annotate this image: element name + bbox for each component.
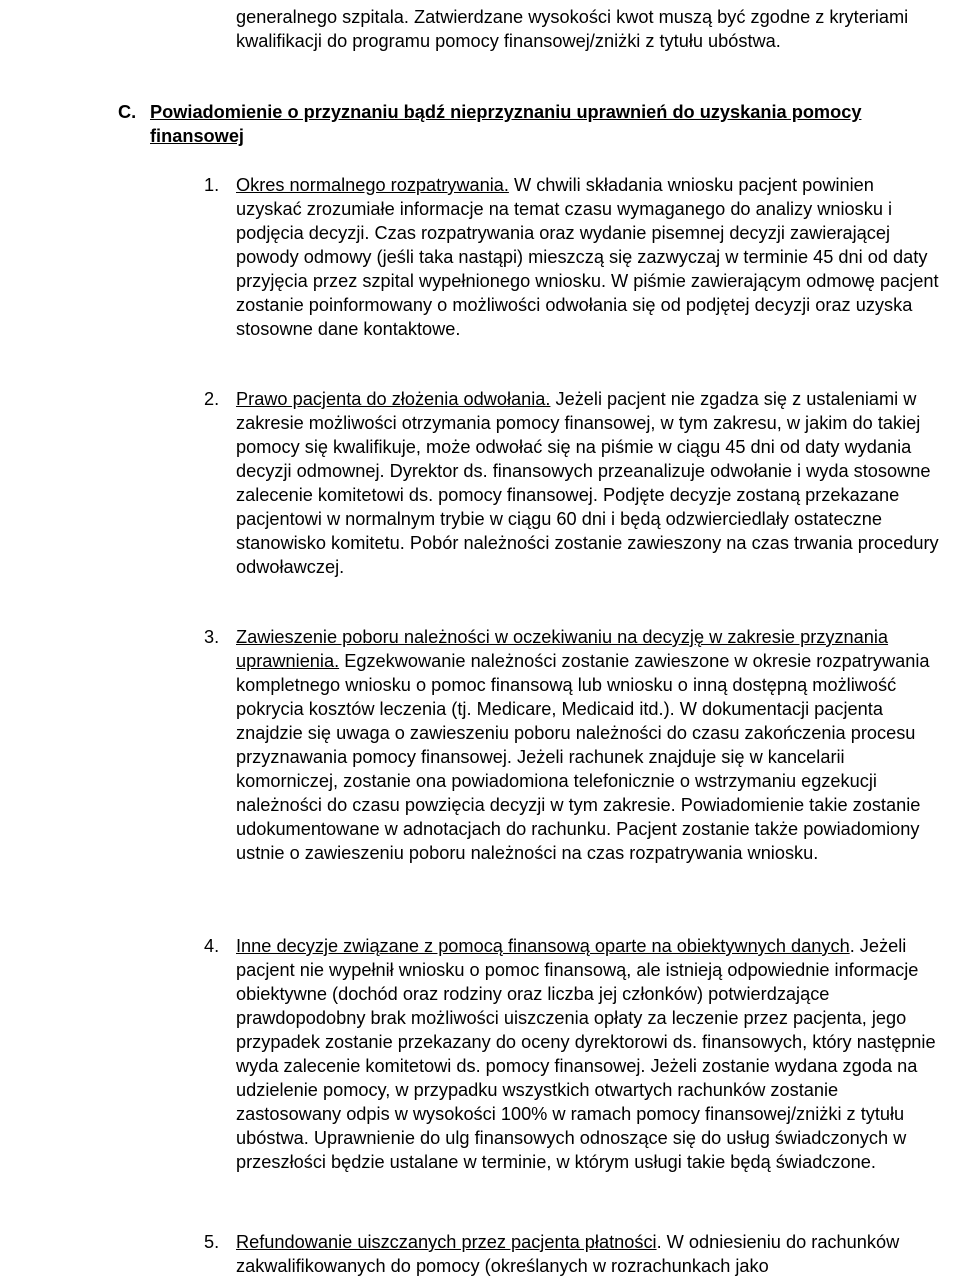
intro-paragraph (236, 5, 936, 53)
list-item-4 (204, 934, 942, 1174)
intro-text: generalnego szpitala. Zatwierdzane wysokości kwot muszą być zgodne z kryteriami kwalifikacji do programu pomocy finansowej/zniżki z tytułu ubóstwa. (236, 7, 909, 51)
item-number: 3. (204, 627, 220, 647)
item-body: . Jeżeli pacjent nie wypełnił wniosku o pomoc finansową, ale istnieją odpowiednie informacje obiektywne (dochód oraz rodziny oraz liczba jej członków) potwierdzające prawdopodobny brak możliwości uiszczenia opłaty za leczenie przez pacjenta, jego przypadek zostanie przekazany do oceny dyrektorowi ds. finansowych, który następnie wyda zalecenie komitetowi ds. pomocy finansowej. Jeżeli zostanie wydana zgoda na udzielenie pomocy, w przypadku wszystkich otwartych rachunków zostanie zastosowany odpis w wysokości 100% w ramach pomocy finansowej/zniżki z tytułu ubóstwa. Uprawnienie do ulg finansowych odnoszące się do usług świadczonych w przeszłości będzie ustalane w terminie, w którym usługi takie będą świadczone. (236, 936, 936, 1172)
item-heading: Prawo pacjenta do złożenia odwołania. (236, 389, 551, 409)
item-heading: Inne decyzje związane z pomocą finansową oparte na obiektywnych danych (236, 936, 850, 956)
item-body: W chwili składania wniosku pacjent powinien uzyskać zrozumiałe informacje na temat czasu wymaganego do analizy wniosku i podjęcia decyzji. Czas rozpatrywania oraz wydanie pisemnej decyzji zawierającej powody odmowy (jeśli taka nastąpi) mieszczą się zazwyczaj w terminie 45 dni od daty przyjęcia przez szpital wypełnionego wniosku. W piśmie zawierającym odmowę pacjent zostanie poinformowany o możliwości odwołania się od podjętej decyzji oraz uzyska stosowne dane kontaktowe. (236, 175, 939, 339)
item-heading: Refundowanie uiszczanych przez pacjenta płatności (236, 1232, 657, 1252)
list-item-2 (204, 387, 942, 579)
item-number: 2. (204, 389, 220, 409)
item-heading: Okres normalnego rozpatrywania. (236, 175, 509, 195)
item-number: 4. (204, 936, 220, 956)
section-title: Powiadomienie o przyznaniu bądź nieprzyznaniu uprawnień do uzyskania pomocy finansowej (150, 102, 862, 146)
section-heading (118, 100, 930, 148)
list-item-1 (204, 173, 942, 341)
item-body: . W odniesieniu do rachunków zakwalifikowanych do pomocy (określanych w rozrachunkach jako (236, 1232, 900, 1276)
list-item-3 (204, 625, 942, 865)
item-number: 1. (204, 175, 220, 195)
item-body: Jeżeli pacjent nie zgadza się z ustaleniami w zakresie możliwości otrzymania pomocy finansowej, w tym zakresu, w jakim do takiej pomocy się kwalifikuje, może odwołać się na piśmie w ciągu 45 dni od daty wydania decyzji odmownej. Dyrektor ds. finansowych przeanalizuje odwołanie i wyda stosowne zalecenie komitetowi ds. pomocy finansowej. Podjęte decyzje zostaną przekazane pacjentowi w normalnym trybie w ciągu 60 dni i będą odzwierciedlały ostateczne stanowisko komitetu. Pobór należności zostanie zawieszony na czas trwania procedury odwoławczej. (236, 389, 939, 577)
section-letter: C. (118, 102, 137, 122)
item-heading: Zawieszenie poboru należności w oczekiwaniu na decyzję w zakresie przyznania uprawnienia. (236, 627, 889, 671)
list-item-5 (204, 1230, 942, 1278)
item-number: 5. (204, 1232, 220, 1252)
item-body: Egzekwowanie należności zostanie zawieszone w okresie rozpatrywania kompletnego wniosku o pomoc finansową lub wniosku o inną dostępną możliwość pokrycia kosztów leczenia (tj. Medicare, Medicaid itd.). W dokumentacji pacjenta znajdzie się uwaga o zawieszeniu poboru należności do czasu zakończenia procesu przyznawania pomocy finansowej. Jeżeli rachunek znajduje się w kancelarii komorniczej, zostanie ona powiadomiona telefonicznie o wstrzymaniu egzekucji należności do czasu powzięcia decyzji w tym zakresie. Powiadomienie takie zostanie udokumentowane w adnotacjach do rachunku. Pacjent zostanie także powiadomiony ustnie o zawieszeniu poboru należności na czas rozpatrywania wniosku. (236, 651, 930, 863)
